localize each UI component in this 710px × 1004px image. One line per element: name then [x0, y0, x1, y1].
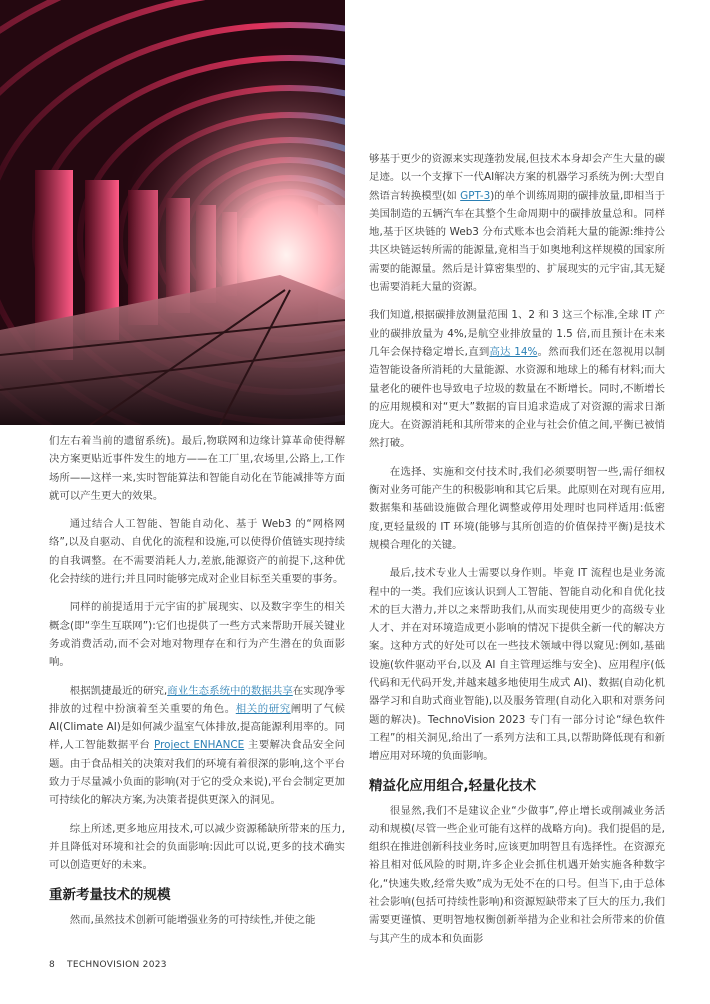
paragraph-with-link	[369, 150, 665, 296]
paragraph: 通过结合人工智能、智能自动化、基于 Web3 的“网格网络”,以及自驱动、自优化的流程和设施,可以使得价值链实现持续的自我调整。在不需要消耗人力,差旅,能源资产的前提下,这种优化会持续的进行;并且同时能够完成对企业目标至关重要的事务。	[49, 518, 345, 586]
link-gpt3[interactable]: GPT-3	[460, 189, 491, 202]
paragraph: 很显然,我们不是建议企业“少做事”,停止增长或削减业务活动和规模(尽管一些企业可能有这样的战略方向)。我们提倡的是,组织在推进创新科技业务时,应该更加明智且有选择性。在资源充裕且相对低风险的时期,许多企业会抓住机遇开始实施各种数字化,“快速失败,经常失败”成为无处不在的口号。但当下,由于总体社会影响(包括可持续性影响)和资源短缺带来了巨大的压力,我们需要更谨慎、更明智地权衡创新举措为企业和社会所带来的价值与其产生的成本和负面影	[369, 804, 665, 945]
text-run: 阐明了气候 AI(Climate AI)是如何减少温室气体排放,提高能源利用率的。同样,人工智能数据平台	[49, 702, 346, 752]
page-footer	[49, 960, 179, 970]
text-run: 主要解决食品安全问题。由于食品相关的决策对我们的环境有着很深的影响,这个平台致力于尽量减小负面的影响(对于它的受众来说),平台会制定更加可持续化的解决方案,为决策者提供更深入的洞见。	[49, 739, 345, 807]
text-run: 够基于更少的资源来实现蓬勃发展,但技术本身却会产生大量的碳足迹。以一个支撑下一代AI解决方案的机器学习系统为例:大型自然语言转换模型(如	[369, 153, 665, 202]
paragraph: 综上所述,更多地应用技术,可以减少资源稀缺所带来的压力,并且降低对环境和社会的负面影响:因此可以说,更多的技术确实可以创造更好的未来。	[49, 822, 345, 872]
page-number: 8	[49, 960, 56, 970]
paragraph: 们左右着当前的遗留系统)。最后,物联网和边缘计算革命使得解决方案更贴近事件发生的地方——在工厂里,农场里,公路上,工作场所——这样一来,实时智能算法和智能自动化在节能减排等方面就可以产生更大的效果。	[49, 435, 345, 502]
tunnel-photo	[0, 0, 345, 425]
paragraph: 最后,技术专业人士需要以身作则。毕竟 IT 流程也是业务流程中的一类。我们应该认识到人工智能、智能自动化和自优化技术的巨大潜力,并以之来帮助我们,从而实现使用更少的高级专业人才、并在对环境造成更小影响的情况下提供全新一代的解决方案。这种方式的好处可以在一些技术领域中得以窥见:例如,基础设施(软件驱动平台,以及 AI 自主管理运维与安全)、应用程序(低代码和无代码开发,并越来越多地使用生成式 AI)、数据(自动化机器学习和自助式商业智能),以及服务管理(自动化入职和对票务问题的解决)。TechnoVision 2023 专门有一部分讨论“绿色软件工程”的相关洞见,给出了一系列方法和工具,以帮助降低现有和新增应用对环境的负面影响。	[369, 567, 665, 763]
text-run: 在实现净零排放的过程中扮演着至关重要的角色。	[49, 684, 346, 715]
link-14-percent[interactable]: 高达 14%	[489, 345, 538, 358]
text-run: 。然而我们还在忽视用以制造智能设备所消耗的大量能源、水资源和地球上的稀有材料;而大量老化的硬件也导致电子垃圾的数量在不断增长。同时,不断增长的应用规模和对“更大”数据的盲目追求造成了对资源的需求日渐庞大。在资源消耗和其所带来的企业与社会价值之间,平衡已被悄然打破。	[369, 345, 665, 450]
tunnel-photo-icon	[0, 0, 345, 425]
left-column	[49, 432, 345, 939]
paragraph: 在选择、实施和交付技术时,我们必须要明智一些,需仔细权衡对业务可能产生的积极影响和其它后果。此原则在对现有应用,数据集和基础设施做合理化调整或停用处理时也同样适用:低密度,更轻量级的 IT 环境(能够与其所创造的价值保持平衡)是技术规模合理化的关键。	[369, 465, 665, 551]
link-related-research[interactable]: 相关的研究	[235, 702, 291, 715]
paragraph: 然而,虽然技术创新可能增强业务的可持续性,并使之能	[69, 913, 316, 926]
publication-name: TECHNOVISION 2023	[67, 960, 167, 970]
section-heading: 重新考量技术的规模	[49, 886, 171, 903]
section-heading: 精益化应用组合,轻量化技术	[369, 777, 537, 794]
paragraph: 同样的前提适用于元宇宙的扩展现实、以及数字孪生的相关概念(即“孪生互联网”):它们也提供了一些方式来帮助开展关键业务或消费活动,而不会对地对物理存在和行为产生潜在的负面影响。	[49, 601, 345, 669]
right-column	[369, 150, 665, 958]
paragraph-with-link	[369, 306, 665, 452]
link-data-sharing[interactable]: 商业生态系统中的数据共享	[167, 684, 293, 697]
text-run: 根据凯捷最近的研究,	[69, 684, 168, 697]
text-run: 我们知道,根据碳排放测量范围 1、2 和 3 这三个标准,全球 IT 产业的碳排放量为 4%,是航空业排放量的 1.5 倍,而且预计在未来几年会保持稳定增长,直到	[369, 309, 665, 358]
text-run: )的单个训练周期的碳排放量,即相当于美国制造的五辆汽车在其整个生命周期中的碳排放量总和。同样地,基于区块链的 Web3 分布式账本也会消耗大量的能源:维持公共区块链运转所需的能源量,竟相当于如奥地利这样规模的国家所需要的能源量。然后是计算密集型的、扩展现实的元宇宙,其无疑也需要消耗大量的资源。	[369, 189, 666, 294]
link-project-enhance[interactable]: Project ENHANCE	[154, 739, 245, 752]
paragraph-with-links	[49, 682, 345, 810]
